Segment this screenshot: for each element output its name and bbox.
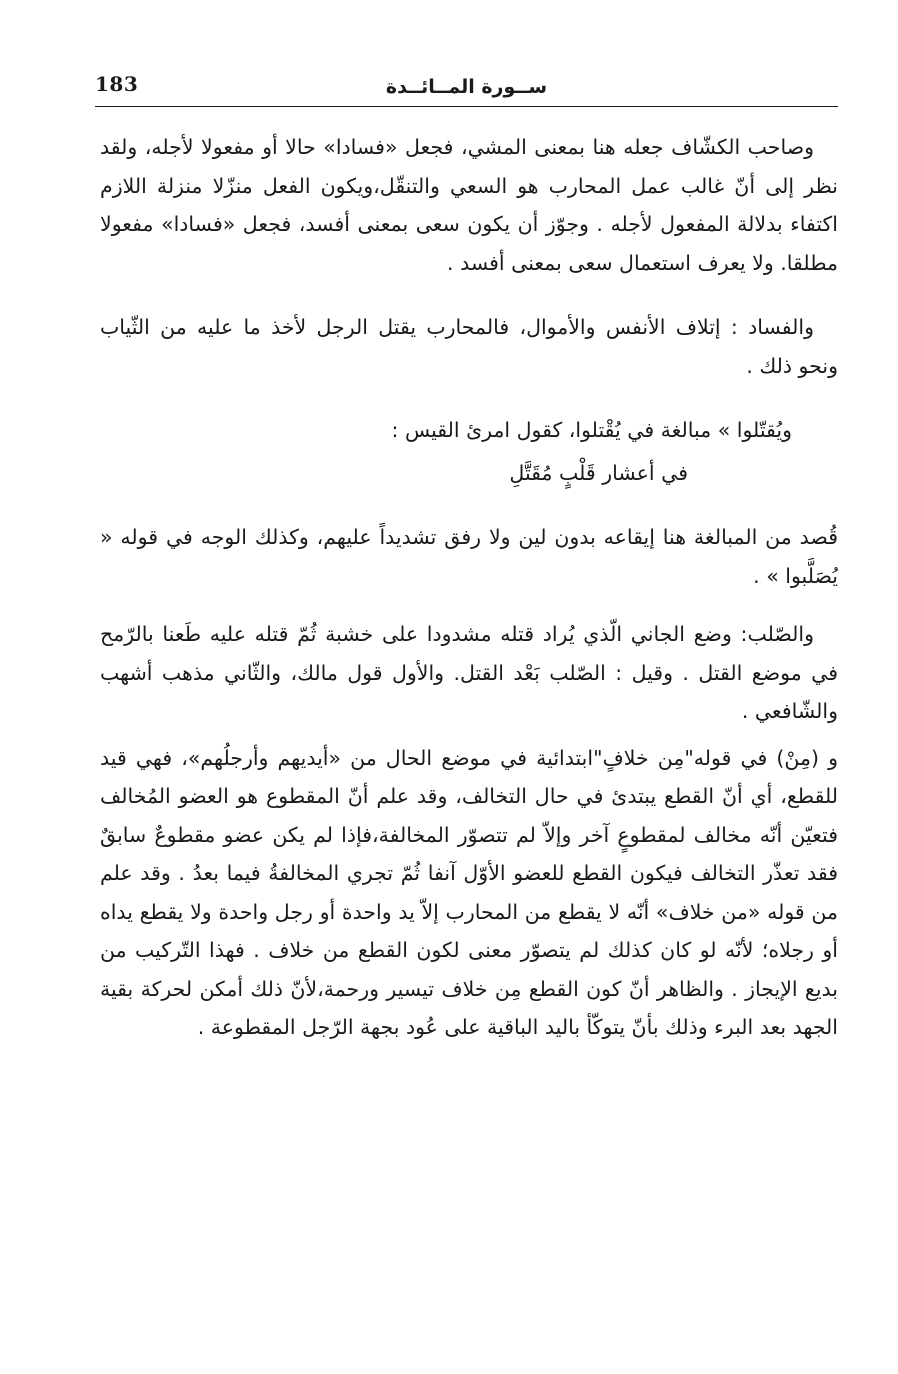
paragraph-salb: والصّلب: وضع الجاني الّذي يُراد قتله مشدودا على خشبة ثُمّ قتله عليه طَعنا بالرّمح في موضع القتل . وقيل : الصّلب بَعْد القتل. والأول قول مالك، والثّاني مذهب أشهب والشّافعي . xyxy=(100,622,838,723)
paragraph-fasad: والفساد : إتلاف الأنفس والأموال، فالمحارب يقتل الرجل لأخذ ما عليه من الثّياب ونحو ذلك . xyxy=(100,315,838,378)
page-number: 183 xyxy=(95,72,139,96)
running-title: ســورة المــائــدة xyxy=(385,76,548,98)
verse-introduction: ويُقتّلوا » مبالغة في يُقْتلوا، كقول امرئ القيس : xyxy=(391,418,792,442)
page-header xyxy=(95,72,838,106)
paragraph-kashshaf: وصاحب الكشّاف جعله هنا بمعنى المشي، فجعل «فسادا» حالا أو مفعولا لأجله، ولقد نظر إلى أنّ غالب عمل المحارب هو السعي والتنقّل،ويكون الفعل منزّلا منزلة اللازم اكتفاء بدلالة المفعول لأجله . وجوّز أن يكون سعى بمعنى أفسد، فجعل «فسادا» مفعولا مطلقا. ولا يعرف استعمال سعى بمعنى أفسد . xyxy=(100,135,838,275)
paragraph-min-khilaf: و (مِنْ) في قوله"مِن خلافٍ"ابتدائية في موضع الحال من «أيديهم وأرجلُهم»، فهي قيد للقطع، أي أنّ القطع يبتدئ في حال التخالف، وقد علم أنّ المقطوع هو العضو المُخالف فتعيّن أنّه مخالف لمقطوعٍ آخر وإلاّ لم تتصوّر المخالفة،فإذا لم يكن عضو مقطوعٌ سابقٌ فقد تعذّر التخالف فيكون القطع للعضو الأوّل آنفا ثُمّ تجري المخالفةُ فيما بعدُ . وقد علم من قوله «من خلاف» أنّه لا يقطع من المحارب إلاّ يد واحدة أو رجل واحدة ولا يقطع يداه أو رجلاه؛ لأنّه لو كان كذلك لم يتصوّر معنى لكون القطع من خلاف . فهذا التّركيب من بديع الإيجاز . والظاهر أنّ كون القطع مِن خلاف تيسير ورحمة،لأنّ ذلك أمكن لحركة بقية الجهد بعد البرء وذلك بأنّ يتوكّأ باليد الباقية على عُود بجهة الرّجل المقطوعة . xyxy=(100,745,838,1039)
body-text xyxy=(100,128,838,1047)
poetry-verse: في أعشار قَلْبٍ مُقَتَّلِ xyxy=(509,460,688,485)
header-rule xyxy=(95,106,838,107)
paragraph-mubalagha: قُصد من المبالغة هنا إيقاعه بدون لين ولا رفق تشديداً عليهم، وكذلك الوجه في قوله « يُصَلَّبوا » . xyxy=(100,525,838,588)
